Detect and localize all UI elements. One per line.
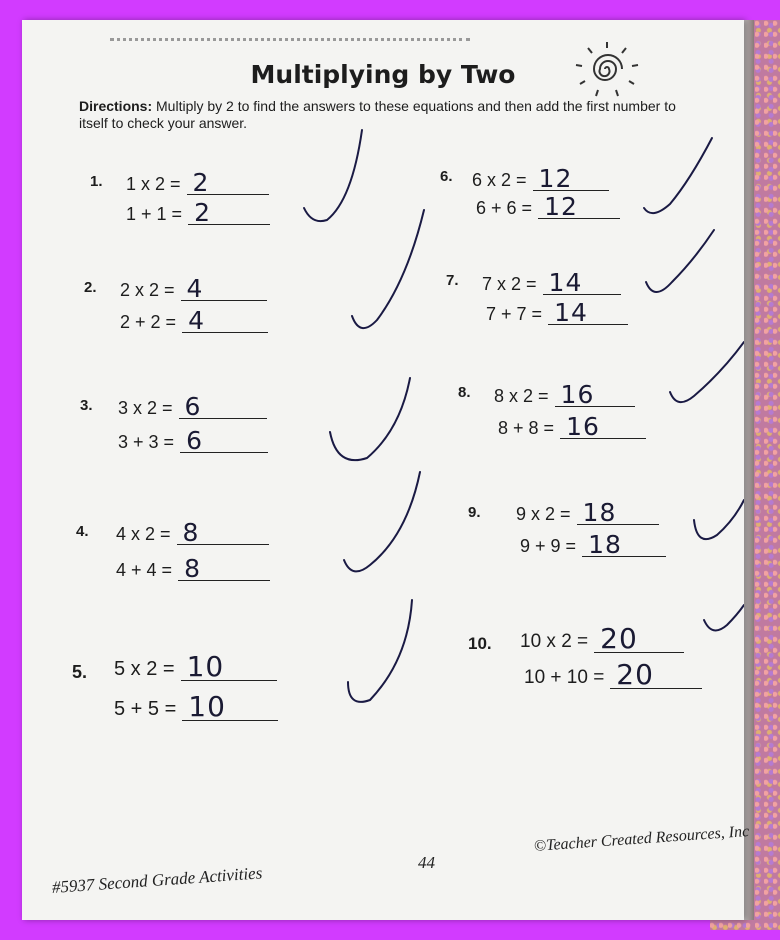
answer-blank [610, 658, 702, 691]
multiplication-equation: 10 x 2 = [520, 631, 589, 652]
handwritten-answer: 8 [184, 554, 201, 583]
multiplication-equation: 1 x 2 = [126, 174, 181, 194]
handwritten-answer: 2 [194, 198, 211, 227]
handwritten-answer: 6 [184, 392, 202, 421]
handwritten-answer: 20 [616, 658, 654, 691]
handwritten-answer: 16 [560, 380, 595, 409]
handwritten-answer: 20 [600, 622, 638, 655]
checkmark-icon [644, 138, 712, 213]
addition-equation: 8 + 8 = [498, 418, 555, 438]
multiplication-equation: 2 x 2 = [120, 280, 175, 300]
problem-number: 2. [84, 279, 97, 296]
problem-number: 10. [468, 634, 492, 653]
addition-equation: 6 + 6 = [476, 198, 533, 218]
answer-blank [548, 300, 628, 325]
answer-blank [180, 428, 268, 453]
problem-number: 9. [468, 504, 481, 521]
handwritten-answer: 10 [188, 690, 226, 723]
multiplication-equation: 5 x 2 = [114, 658, 175, 680]
directions-label: Directions: [79, 98, 153, 114]
page-number: 44 [418, 853, 435, 872]
checkmark-icon [646, 230, 714, 292]
publisher-footer: ©Teacher Created Resources, Inc [533, 822, 750, 855]
addition-equation: 1 + 1 = [126, 204, 183, 224]
answer-blank [533, 166, 609, 191]
multiplication-equation: 8 x 2 = [494, 386, 549, 406]
checkmark-icon [670, 342, 744, 402]
answer-blank [179, 394, 267, 419]
directions-text: Multiply by 2 to find the answers to these equations and then add the first number to itself to check your answer. [79, 98, 676, 131]
checkmark-icon [344, 472, 420, 571]
checkmark-icon [348, 600, 412, 702]
addition-equation: 2 + 2 = [120, 312, 177, 332]
multiplication-equation: 3 x 2 = [118, 398, 173, 418]
answer-blank [182, 690, 278, 723]
handwritten-answer: 14 [548, 268, 583, 297]
checkmark-icon [694, 500, 744, 539]
multiplication-equation: 9 x 2 = [516, 504, 571, 524]
book-title-footer: #5937 Second Grade Activities [51, 863, 263, 897]
handwritten-answer: 12 [544, 192, 578, 221]
answer-blank [538, 194, 620, 219]
handwritten-answer: 2 [192, 168, 210, 197]
checkmark-icon [330, 378, 410, 460]
answer-blank [594, 622, 684, 655]
addition-equation: 5 + 5 = [114, 698, 177, 720]
handwritten-answer: 14 [554, 298, 588, 327]
addition-equation: 10 + 10 = [524, 667, 605, 688]
answer-blank [582, 532, 666, 557]
checkmark-icon [352, 210, 424, 328]
addition-equation: 4 + 4 = [116, 560, 173, 580]
answer-blank [182, 308, 268, 333]
answer-blank [178, 556, 270, 581]
handwritten-answer: 8 [182, 518, 200, 547]
problem-number: 3. [80, 397, 93, 414]
handwritten-answer: 18 [588, 530, 622, 559]
checkmark-icon [304, 130, 362, 221]
answer-blank [181, 276, 267, 301]
check-marks [22, 20, 744, 920]
handwritten-answer: 18 [582, 498, 617, 527]
answer-blank [187, 170, 269, 195]
addition-equation: 3 + 3 = [118, 432, 175, 452]
problem-number: 1. [90, 173, 103, 190]
worksheet-page [22, 20, 750, 920]
problem-number: 6. [440, 168, 453, 185]
multiplication-equation: 4 x 2 = [116, 524, 171, 544]
addition-equation: 9 + 9 = [520, 536, 577, 556]
answer-blank [543, 270, 621, 295]
answer-blank [188, 200, 270, 225]
answer-blank [577, 500, 659, 525]
problem-number: 7. [446, 272, 459, 289]
answer-blank [555, 382, 635, 407]
problem-number: 4. [76, 523, 89, 540]
decorative-dotted-line [110, 38, 470, 41]
handwritten-answer: 6 [186, 426, 203, 455]
page-title: Multiplying by Two [250, 60, 516, 89]
addition-equation: 7 + 7 = [486, 304, 543, 324]
handwritten-answer: 10 [186, 650, 225, 683]
problem-number: 8. [458, 384, 471, 401]
multiplication-equation: 6 x 2 = [472, 170, 527, 190]
answer-blank [560, 414, 646, 439]
handwritten-answer: 4 [188, 306, 205, 335]
multiplication-equation: 7 x 2 = [482, 274, 537, 294]
checkmark-icon [704, 605, 744, 630]
handwritten-answer: 16 [566, 412, 600, 441]
answer-blank [177, 520, 269, 545]
directions [79, 98, 679, 132]
problem-number: 5. [72, 662, 88, 682]
handwritten-answer: 12 [538, 164, 573, 193]
answer-blank [181, 650, 277, 683]
handwritten-answer: 4 [186, 274, 204, 303]
